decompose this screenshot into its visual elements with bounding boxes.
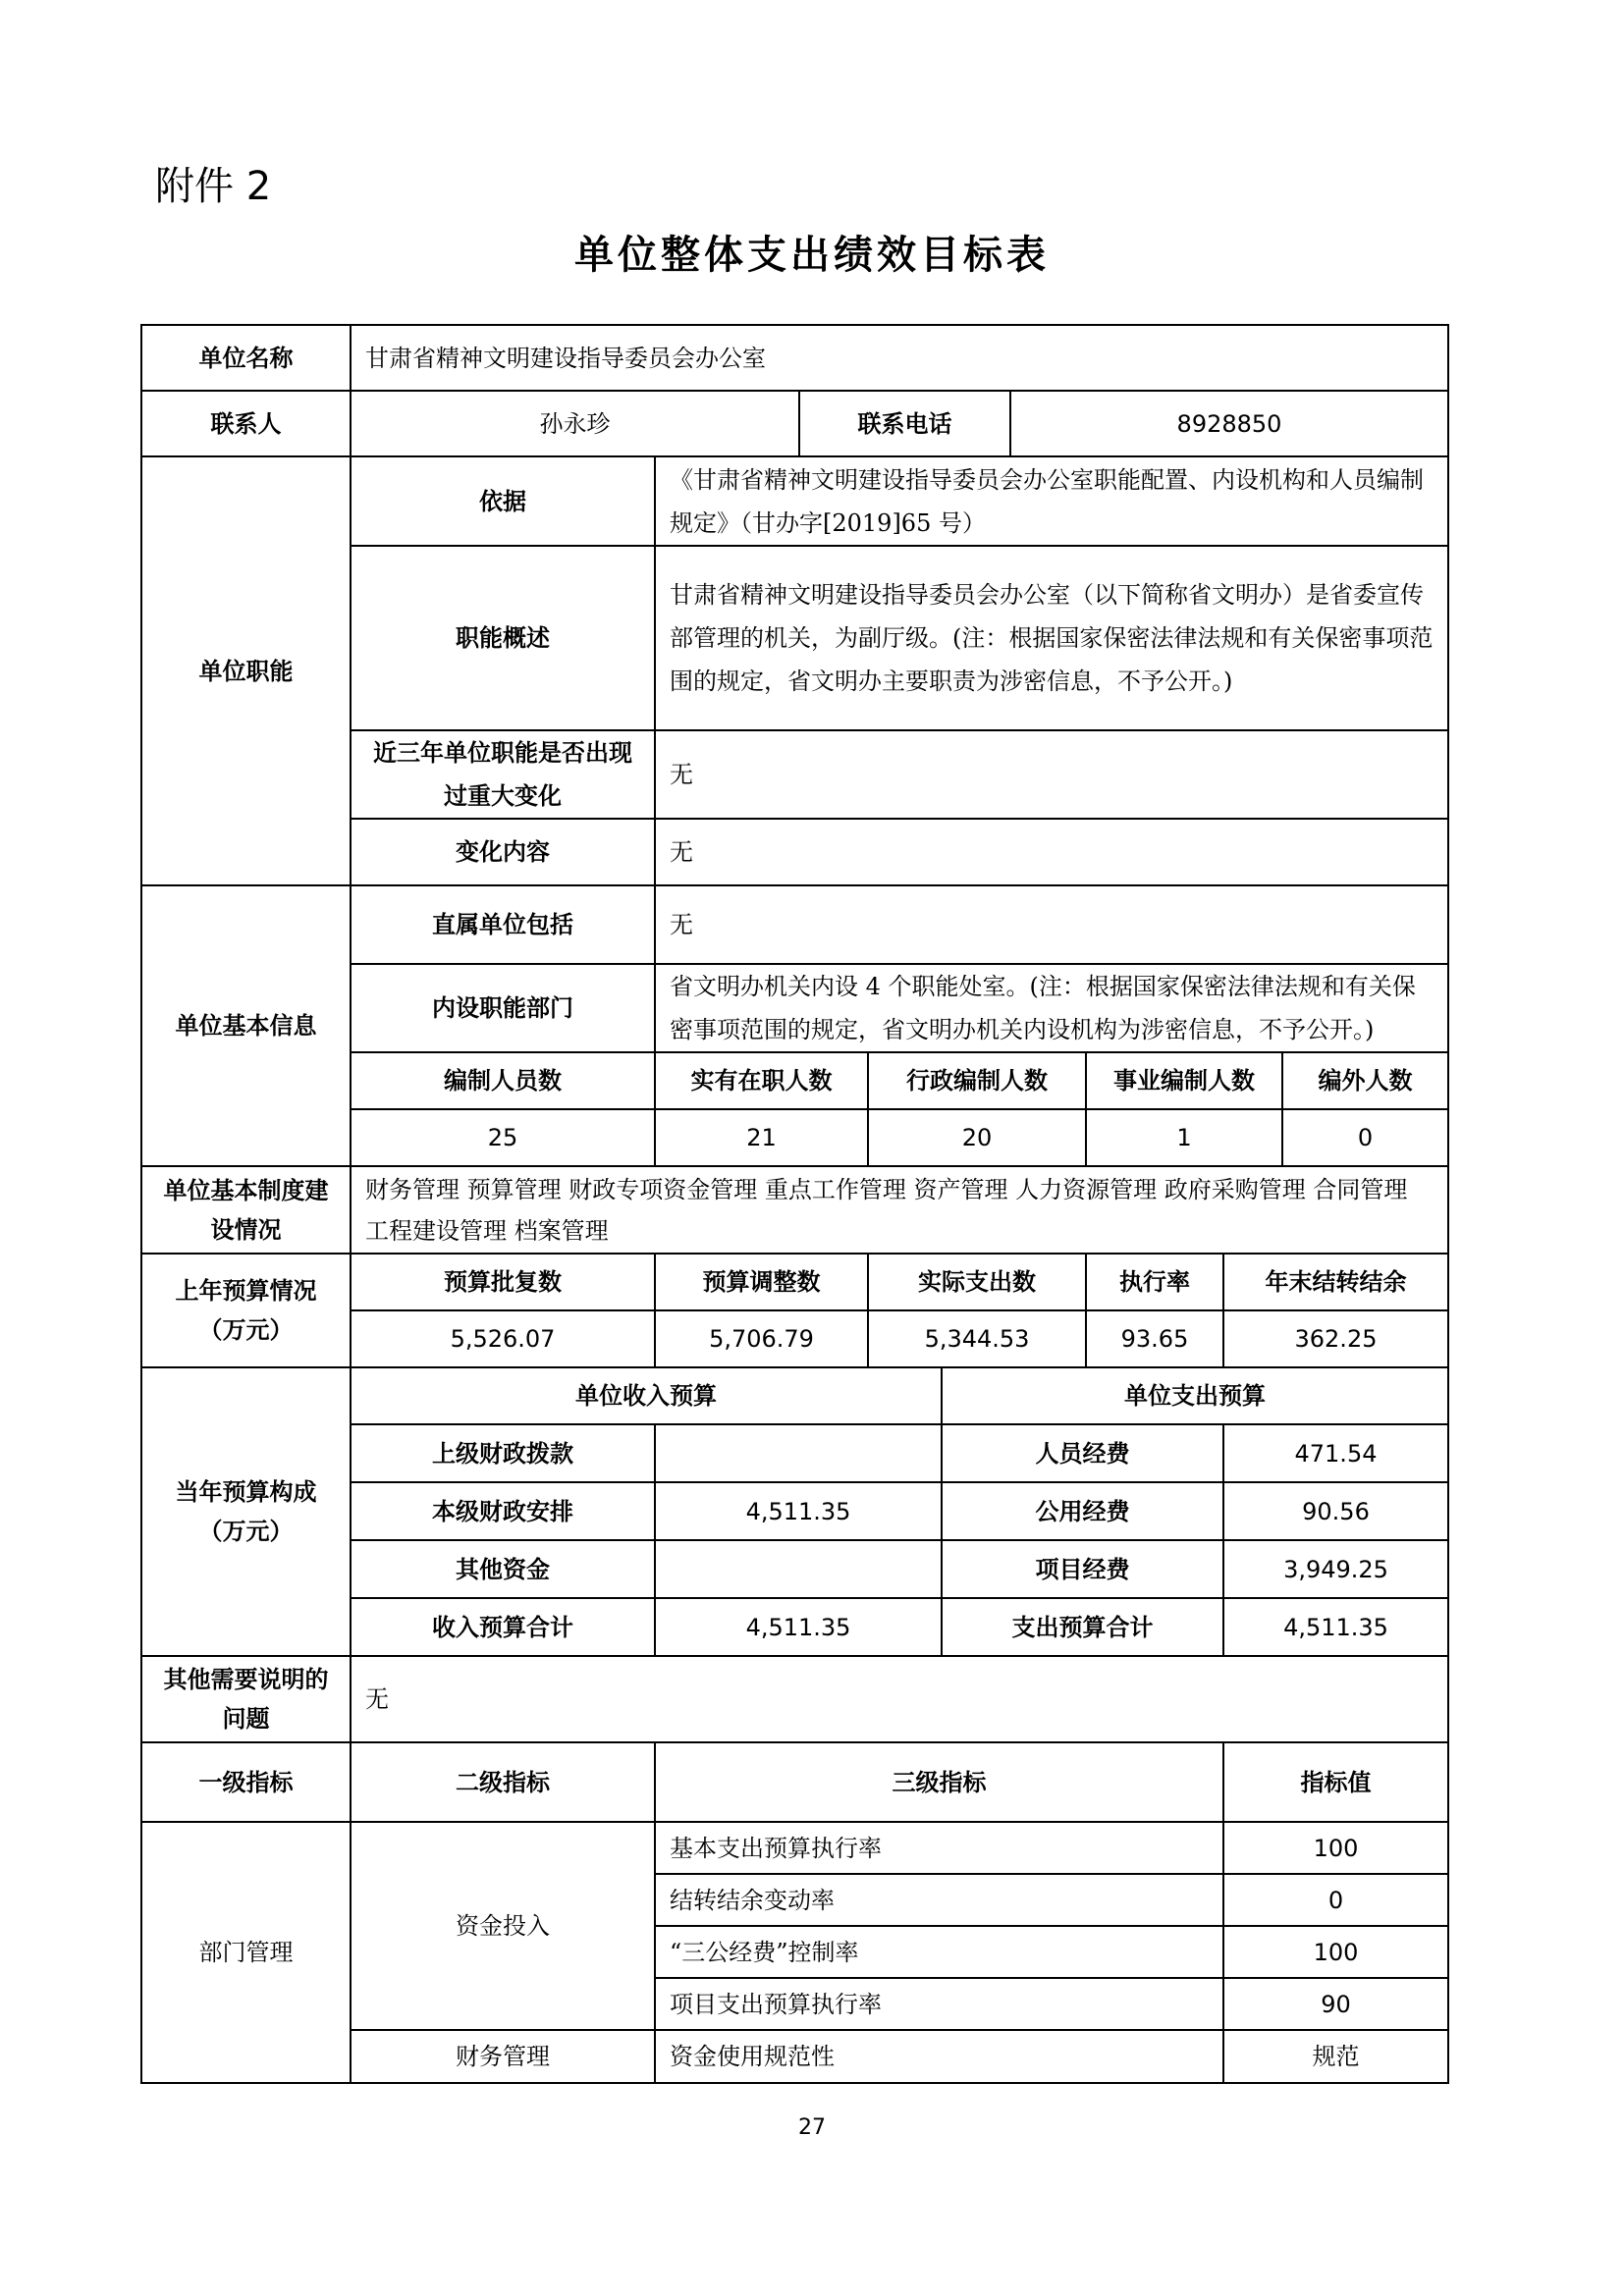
row-current-headers: [141, 1367, 1448, 1424]
staff-header: 行政编制人数: [868, 1052, 1086, 1109]
page-number: 27: [798, 2115, 826, 2140]
basis-value: 《甘肃省精神文明建设指导委员会办公室职能配置、内设机构和人员编制规定》（甘办字[2019]65 号）: [655, 456, 1448, 546]
last-year-value: 362.25: [1223, 1310, 1448, 1367]
phone-value: 8928850: [1010, 391, 1448, 456]
staff-header: 编外人数: [1282, 1052, 1448, 1109]
row-contact: [141, 391, 1448, 456]
last-year-header: 预算批复数: [351, 1254, 655, 1310]
row-subordinate: [141, 885, 1448, 964]
indicator-header: 二级指标: [351, 1742, 655, 1822]
indicator-value: 100: [1223, 1822, 1448, 1874]
indicator-value: 0: [1223, 1874, 1448, 1926]
functions-label: 单位职能: [141, 456, 351, 885]
indicator-value: 100: [1223, 1926, 1448, 1978]
income-label: 本级财政安排: [351, 1482, 655, 1540]
other-value: 无: [351, 1656, 1448, 1742]
staff-header: 事业编制人数: [1086, 1052, 1282, 1109]
attachment-label: 附件 2: [155, 164, 272, 209]
staff-value: 25: [351, 1109, 655, 1166]
change-value: 无: [655, 730, 1448, 819]
systems-value: 财务管理 预算管理 财政专项资金管理 重点工作管理 资产管理 人力资源管理 政府采购管理 合同管理 工程建设管理 档案管理: [351, 1166, 1448, 1254]
subordinate-label: 直属单位包括: [351, 885, 655, 964]
current-label: 当年预算构成（万元）: [141, 1367, 351, 1656]
systems-label: 单位基本制度建设情况: [141, 1166, 351, 1254]
phone-label: 联系电话: [799, 391, 1010, 456]
row-indicator: [141, 1822, 1448, 1874]
income-label: 其他资金: [351, 1540, 655, 1598]
last-year-header: 实际支出数: [868, 1254, 1086, 1310]
staff-value: 20: [868, 1109, 1086, 1166]
row-unit-name: [141, 325, 1448, 391]
unit-name-label: 单位名称: [141, 325, 351, 391]
overview-label: 职能概述: [351, 546, 655, 730]
level3-indicator: 结转结余变动率: [655, 1874, 1223, 1926]
subordinate-value: 无: [655, 885, 1448, 964]
income-header: 单位收入预算: [351, 1367, 942, 1424]
last-year-value: 5,706.79: [655, 1310, 868, 1367]
row-systems: [141, 1166, 1448, 1254]
expense-value: 3,949.25: [1223, 1540, 1448, 1598]
level2-indicator: 财务管理: [351, 2030, 655, 2083]
indicator-header: 三级指标: [655, 1742, 1223, 1822]
basic-info-label: 单位基本信息: [141, 885, 351, 1166]
indicator-value: 规范: [1223, 2030, 1448, 2083]
page-title: 单位整体支出绩效目标表: [574, 233, 1050, 278]
indicator-value: 90: [1223, 1978, 1448, 2030]
level3-indicator: 基本支出预算执行率: [655, 1822, 1223, 1874]
row-indicator-headers: [141, 1742, 1448, 1822]
expense-value: 90.56: [1223, 1482, 1448, 1540]
unit-name-value: 甘肃省精神文明建设指导委员会办公室: [351, 325, 1448, 391]
other-label: 其他需要说明的问题: [141, 1656, 351, 1742]
staff-value: 1: [1086, 1109, 1282, 1166]
change-content-value: 无: [655, 819, 1448, 885]
staff-value: 21: [655, 1109, 868, 1166]
staff-header: 实有在职人数: [655, 1052, 868, 1109]
last-year-value: 93.65: [1086, 1310, 1223, 1367]
row-other: [141, 1656, 1448, 1742]
indicator-header: 一级指标: [141, 1742, 351, 1822]
expense-value: 471.54: [1223, 1424, 1448, 1482]
level3-indicator: “三公经费”控制率: [655, 1926, 1223, 1978]
staff-header: 编制人员数: [351, 1052, 655, 1109]
row-basis: [141, 456, 1448, 546]
last-year-value: 5,344.53: [868, 1310, 1086, 1367]
change-label: 近三年单位职能是否出现过重大变化: [351, 730, 655, 819]
expense-label: 公用经费: [942, 1482, 1223, 1540]
income-value: 4,511.35: [655, 1598, 942, 1656]
last-year-header: 执行率: [1086, 1254, 1223, 1310]
level1-indicator: 部门管理: [141, 1822, 351, 2083]
expense-value: 4,511.35: [1223, 1598, 1448, 1656]
internal-value: 省文明办机关内设 4 个职能处室。(注：根据国家保密法律法规和有关保密事项范围的规定，省文明办机关内设机构为涉密信息，不予公开。): [655, 964, 1448, 1052]
contact-name: 孙永珍: [351, 391, 799, 456]
expense-header: 单位支出预算: [942, 1367, 1448, 1424]
level3-indicator: 资金使用规范性: [655, 2030, 1223, 2083]
expense-label: 支出预算合计: [942, 1598, 1223, 1656]
income-value: 4,511.35: [655, 1482, 942, 1540]
last-year-label: 上年预算情况（万元）: [141, 1254, 351, 1367]
indicator-header: 指标值: [1223, 1742, 1448, 1822]
last-year-value: 5,526.07: [351, 1310, 655, 1367]
staff-value: 0: [1282, 1109, 1448, 1166]
change-content-label: 变化内容: [351, 819, 655, 885]
last-year-header: 预算调整数: [655, 1254, 868, 1310]
last-year-header: 年末结转结余: [1223, 1254, 1448, 1310]
level2-indicator: 资金投入: [351, 1822, 655, 2030]
overview-value: 甘肃省精神文明建设指导委员会办公室（以下简称省文明办）是省委宣传部管理的机关，为副厅级。(注：根据国家保密法律法规和有关保密事项范围的规定，省文明办主要职责为涉密信息，不予公开。): [655, 546, 1448, 730]
performance-target-table: [140, 324, 1449, 2084]
contact-label: 联系人: [141, 391, 351, 456]
level3-indicator: 项目支出预算执行率: [655, 1978, 1223, 2030]
income-value: [655, 1424, 942, 1482]
income-label: 收入预算合计: [351, 1598, 655, 1656]
income-label: 上级财政拨款: [351, 1424, 655, 1482]
internal-label: 内设职能部门: [351, 964, 655, 1052]
expense-label: 项目经费: [942, 1540, 1223, 1598]
basis-label: 依据: [351, 456, 655, 546]
expense-label: 人员经费: [942, 1424, 1223, 1482]
income-value: [655, 1540, 942, 1598]
row-last-year-headers: [141, 1254, 1448, 1310]
